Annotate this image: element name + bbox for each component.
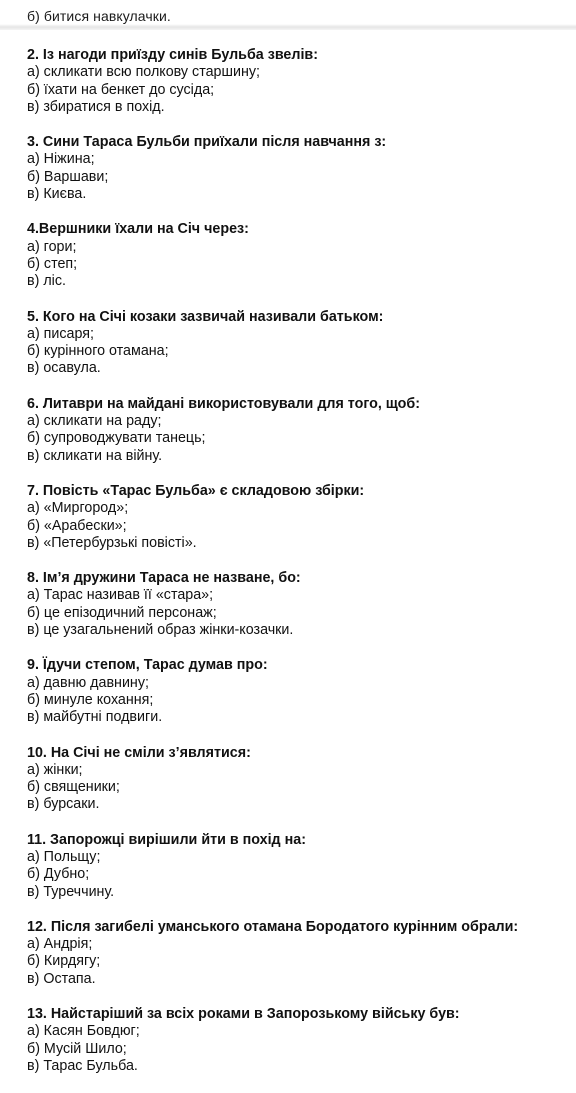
option-b: б) це епізодичний персонаж; [27, 604, 217, 621]
question-text: 7. Повість «Тарас Бульба» є складовою збірки: [27, 482, 365, 499]
question-9 [27, 657, 566, 726]
option-a: а) Ніжина; [27, 151, 95, 168]
question-12 [27, 919, 566, 988]
option-a: а) Тарас називав її «стара»; [27, 587, 214, 604]
option-c: в) бурсаки. [27, 796, 100, 813]
question-4 [27, 221, 566, 290]
option-a: а) писаря; [27, 325, 95, 342]
option-b: б) супроводжувати танець; [27, 430, 206, 447]
question-11 [27, 832, 566, 901]
option-c: в) осавула. [27, 360, 101, 377]
question-text: 4.Вершники їхали на Січ через: [27, 221, 249, 238]
option-a: а) давню давнину; [27, 674, 149, 691]
option-b: б) степ; [27, 255, 78, 272]
option-b: б) Варшави; [27, 168, 109, 185]
question-text: 9. Їдучи степом, Тарас думав про: [27, 657, 268, 674]
option-c: в) Тарас Бульба. [27, 1057, 138, 1074]
option-a: а) Польщу; [27, 848, 101, 865]
question-3 [27, 134, 566, 203]
question-6 [27, 396, 566, 465]
question-text: 3. Сини Тараса Бульби приїхали після навчання з: [27, 134, 387, 151]
option-c: в) Туреччину. [27, 883, 115, 900]
question-5 [27, 309, 566, 378]
question-7 [27, 483, 566, 552]
option-b: б) священики; [27, 779, 120, 796]
question-text: 10. На Січі не сміли з’являтися: [27, 744, 251, 761]
question-13 [27, 1006, 566, 1075]
option-c: в) Остапа. [27, 970, 96, 987]
option-b: б) курінного отамана; [27, 343, 169, 360]
question-text: 12. Після загибелі уманського отамана Бородатого курінним обрали: [27, 918, 519, 935]
option-b: б) Дубно; [27, 866, 90, 883]
question-text: 13. Найстаріший за всіх роками в Запорозькому війську був: [27, 1006, 460, 1023]
option-a: а) Андрія; [27, 936, 93, 953]
quiz-page [27, 47, 566, 1093]
question-8 [27, 570, 566, 639]
option-b: б) минуле кохання; [27, 691, 154, 708]
option-c: в) скликати на війну. [27, 447, 163, 464]
option-b: б) Кирдягу; [27, 953, 101, 970]
option-a: а) скликати на раду; [27, 413, 162, 430]
option-c: в) ліс. [27, 273, 66, 290]
question-text: 11. Запорожці вирішили йти в похід на: [27, 831, 306, 848]
option-c: в) майбутні подвиги. [27, 709, 163, 726]
question-text: 8. Ім’я дружини Тараса не назване, бо: [27, 570, 301, 587]
option-c: в) «Петербурзькі повісті». [27, 534, 197, 551]
option-b: б) Мусій Шило; [27, 1040, 127, 1057]
option-a: а) скликати всю полкову старшину; [27, 64, 260, 81]
option-c: в) це узагальнений образ жінки-козачки. [27, 622, 294, 639]
option-a: а) Касян Бовдюг; [27, 1023, 140, 1040]
question-text: 5. Кого на Січі козаки зазвичай називали батьком: [27, 308, 384, 325]
option-a: а) жінки; [27, 761, 83, 778]
question-text: 2. Із нагоди приїзду синів Бульба звелів: [27, 47, 318, 63]
option-a: а) «Миргород»; [27, 500, 129, 517]
question-2 [27, 47, 566, 116]
cut-off-answer-line: б) битися навкулачки. [27, 8, 171, 24]
option-b: б) «Арабески»; [27, 517, 127, 534]
option-a: а) гори; [27, 238, 77, 255]
option-b: б) їхати на бенкет до сусіда; [27, 81, 215, 98]
question-text: 6. Литаври на майдані використовували для того, щоб: [27, 395, 420, 412]
option-c: в) збиратися в похід. [27, 98, 165, 115]
question-10 [27, 745, 566, 814]
option-c: в) Києва. [27, 186, 87, 203]
